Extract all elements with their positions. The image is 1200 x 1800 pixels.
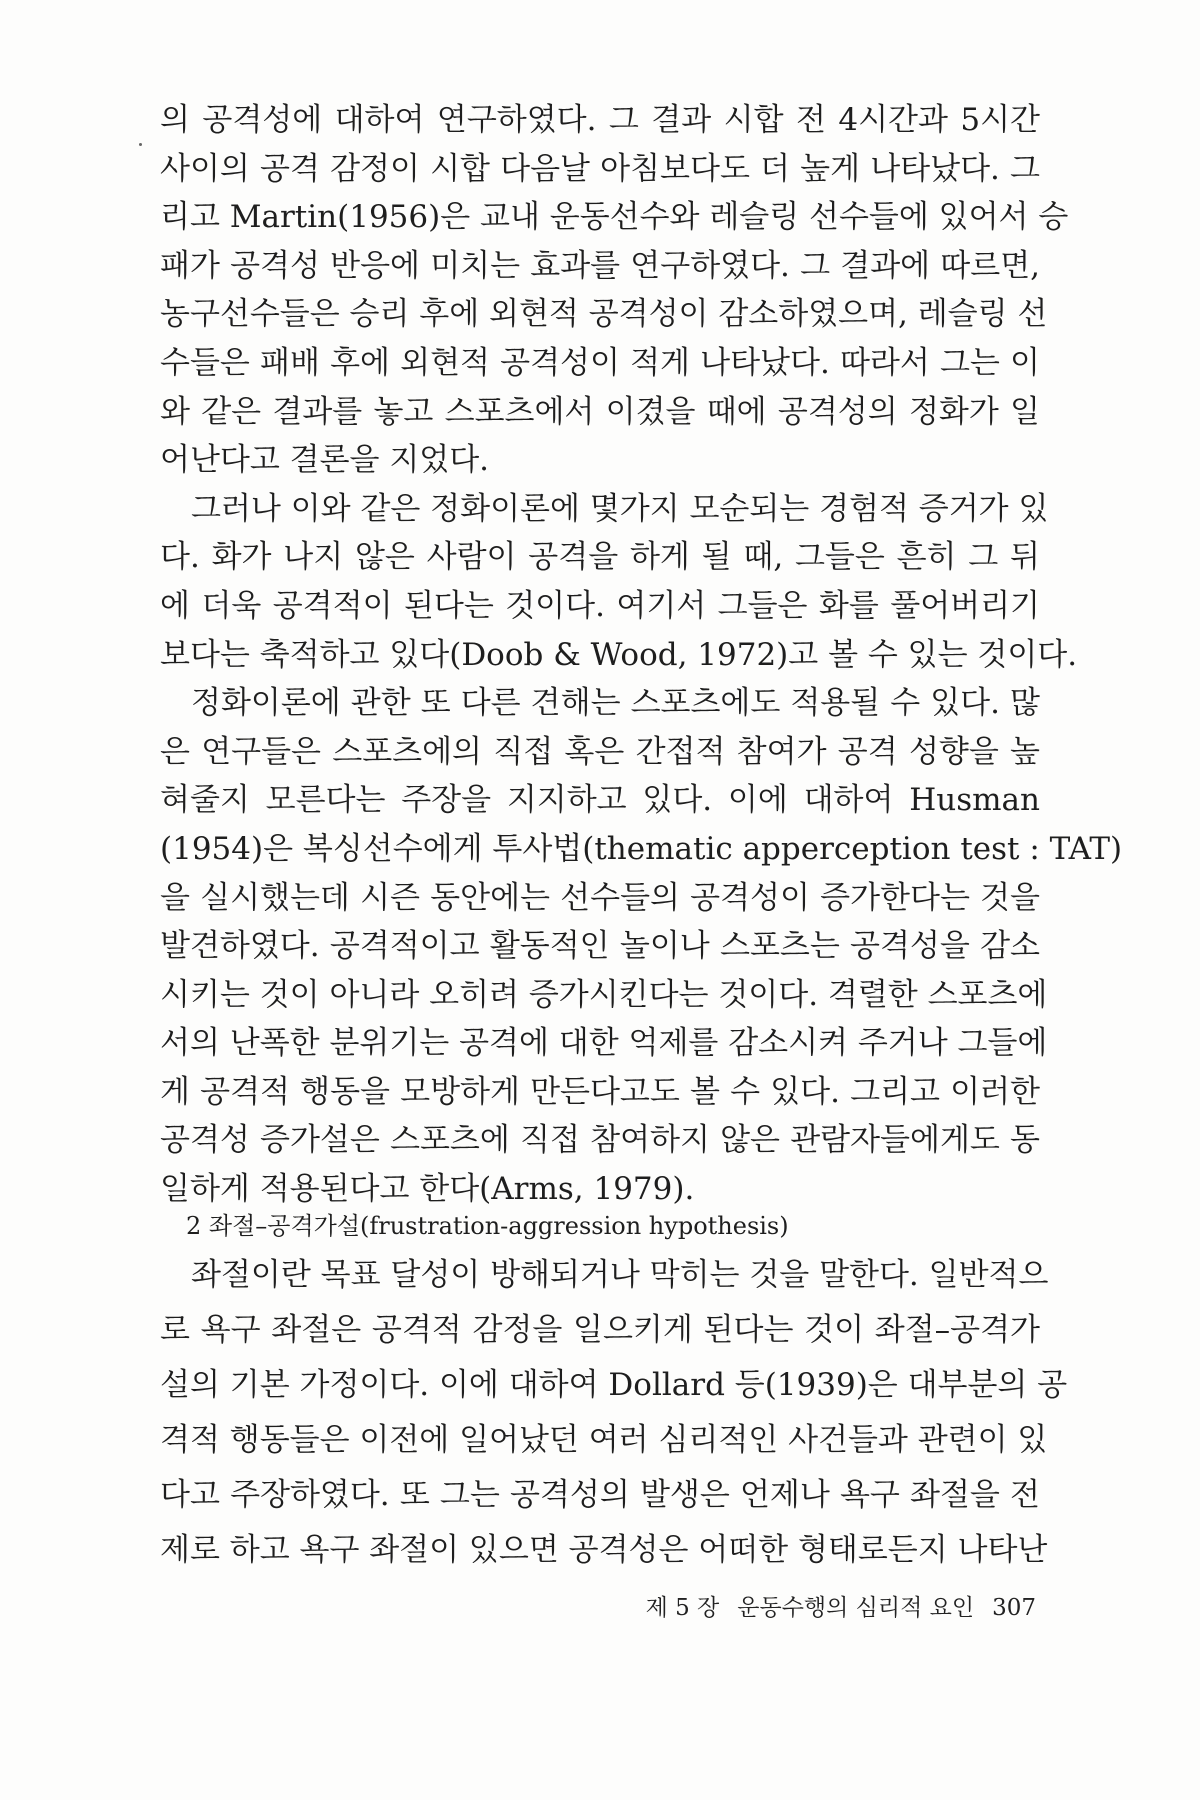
- body-line: 시키는 것이 아니라 오히려 증가시킨다는 것이다. 격렬한 스포츠에: [160, 976, 1048, 1013]
- section-line: 좌절이란 목표 달성이 방해되거나 막히는 것을 말한다. 일반적으: [191, 1257, 1049, 1293]
- body-line: 패가 공격성 반응에 미치는 효과를 연구하였다. 그 결과에 따르면,: [160, 247, 1040, 284]
- body-line: 수들은 패배 후에 외현적 공격성이 적게 나타났다. 따라서 그는 이: [160, 344, 1040, 381]
- body-line: 의 공격성에 대하여 연구하였다. 그 결과 시합 전 4시간과 5시간: [160, 102, 1040, 138]
- section-line: 다고 주장하였다. 또 그는 공격성의 발생은 언제나 욕구 좌절을 전: [160, 1477, 1040, 1513]
- body-line: 게 공격적 행동을 모방하게 만든다고도 볼 수 있다. 그리고 이러한: [160, 1073, 1040, 1110]
- body-line: 보다는 축적하고 있다(Doob & Wood, 1972)고 볼 수 있는 것이다.: [160, 636, 1078, 673]
- section-line: 로 욕구 좌절은 공격적 감정을 일으키게 된다는 것이 좌절–공격가: [160, 1312, 1040, 1348]
- body-line: (1954)은 복싱선수에게 투사법(thematic apperception test : TAT): [160, 830, 1123, 867]
- section-line: 제로 하고 욕구 좌절이 있으면 공격성은 어떠한 형태로든지 나타난: [160, 1532, 1048, 1568]
- body-line: 은 연구들은 스포츠에의 직접 혹은 간접적 참여가 공격 성향을 높: [160, 733, 1040, 770]
- body-paragraphs: [160, 96, 1123, 1214]
- body-line: 서의 난폭한 분위기는 공격에 대한 억제를 감소시켜 주거나 그들에: [160, 1025, 1048, 1062]
- body-line: 어난다고 결론을 지었다.: [160, 442, 490, 479]
- body-line: 리고 Martin(1956)은 교내 운동선수와 레슬링 선수들에 있어서 승: [160, 199, 1069, 236]
- footer-chapter: 제 5 장: [645, 1595, 720, 1621]
- footer-chapter-title: 운동수행의 심리적 요인: [737, 1595, 975, 1621]
- body-line: 혀줄지 모른다는 주장을 지지하고 있다. 이에 대하여 Husman: [160, 782, 1040, 819]
- page-footer: [600, 1589, 1036, 1622]
- section-line: 격적 행동들은 이전에 일어났던 여러 심리적인 사건들과 관련이 있: [160, 1422, 1048, 1458]
- body-line: 에 더욱 공격적이 된다는 것이다. 여기서 그들은 화를 풀어버리기: [160, 587, 1040, 624]
- margin-dot: [139, 143, 142, 146]
- section-line: 설의 기본 가정이다. 이에 대하여 Dollard 등(1939)은 대부분의 공: [160, 1367, 1068, 1403]
- body-line: 사이의 공격 감정이 시합 다음날 아침보다도 더 높게 나타났다. 그: [160, 150, 1040, 187]
- body-line: 농구선수들은 승리 후에 외현적 공격성이 감소하였으며, 레슬링 선: [160, 296, 1048, 333]
- body-line: 공격성 증가설은 스포츠에 직접 참여하지 않은 관람자들에게도 동: [160, 1122, 1040, 1159]
- body-line: 정화이론에 관한 또 다른 견해는 스포츠에도 적용될 수 있다. 많: [191, 685, 1040, 722]
- body-line: 그러나 이와 같은 정화이론에 몇가지 모순되는 경험적 증거가 있: [191, 490, 1049, 527]
- section-heading: 2 좌절–공격가설(frustration-aggression hypothesis): [186, 1212, 789, 1240]
- section-paragraph: [160, 1248, 1068, 1578]
- body-line: 일하게 적용된다고 한다(Arms, 1979).: [160, 1171, 695, 1208]
- body-line: 발견하였다. 공격적이고 활동적인 놀이나 스포츠는 공격성을 감소: [160, 928, 1040, 965]
- body-line: 다. 화가 나지 않은 사람이 공격을 하게 될 때, 그들은 흔히 그 뒤: [160, 539, 1040, 576]
- page-number: 307: [992, 1595, 1036, 1621]
- body-line: 와 같은 결과를 놓고 스포츠에서 이겼을 때에 공격성의 정화가 일: [160, 393, 1040, 430]
- body-line: 을 실시했는데 시즌 동안에는 선수들의 공격성이 증가한다는 것을: [160, 879, 1040, 916]
